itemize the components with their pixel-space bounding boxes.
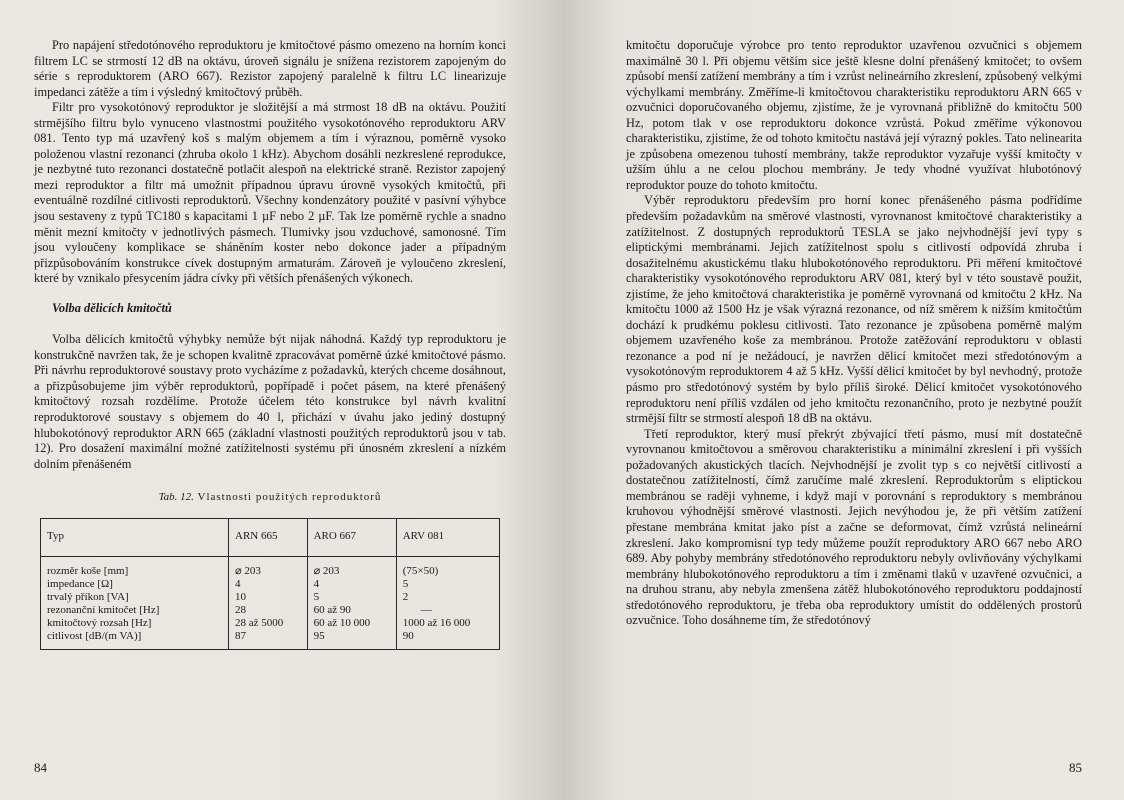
table-cell: 90 xyxy=(402,629,414,642)
column-arv-081 xyxy=(396,556,499,649)
table-cell: 4 xyxy=(313,577,320,590)
page-number: 84 xyxy=(34,760,47,775)
row-label: impedance [Ω] xyxy=(47,577,113,590)
speaker-properties-table xyxy=(40,518,500,650)
table-cell: (75×50) xyxy=(402,564,439,577)
table-cell: 60 až 10 000 xyxy=(313,616,371,629)
right-page-text xyxy=(626,38,1082,629)
paragraph: kmitočtu doporučuje výrobce pro tento reproduktor uzavřenou ozvučnici s objemem maximálně 30 l. Při objemu větším sice ještě klesne dolní přenášený kmitočet; to ovšem způsobí menší zatížení membrány a tím i vzrůst nelineárního zkreslení, způsobený velkými výchylkami membrány. Změříme-li kmitočtovou charakteristiku reproduktoru ARN 665 v ozvučnici doporučovaného objemu, zjistíme, že je vyrovnaná přibližně do kmitočtu 500 Hz, potom tlak v ose reproduktoru dokonce vzrůstá. Pokud změříme výkonovou charakteristiku, zjistíme, že od tohoto kmitočtu nastává její výrazný pokles. Tato nelinearita je způsobena omezenou tuhostí membrány, takže reproduktor vyzařuje vyšší kmitočty v užším úhlu a ne celou plochou membrány. Je tedy vhodné využívat hlubotónový reproduktor pouze do tohoto kmitočtu. xyxy=(626,38,1082,192)
table-header-cell: ARN 665 xyxy=(229,518,308,556)
paragraph: Třetí reproduktor, který musí překrýt zbývající třetí pásmo, musí mít dostatečně vyrovnanou kmitočtovou a směrovou charakteristiku a minimální zkreslení i při vyšších požadovaných akustických tlacích. Nejvhodnější je zvolit typ s co největší citlivostí a dostatečnou zatížitelností, čímž zaručíme malé zkreslení. Reproduktorům s eliptickou membránou se raději vyhneme, i když mají v porovnání s reproduktory s membránou kruhovou výhodnější směrové vlastnosti. Jejich nevýhodou je, že při větším zatížení přestane membrána kmitat jako píst a začne se deformovat, čímž vzrůstá nelineární zkreslení. Jako kompromisní typ tedy můžeme použít reproduktory ARO 667 nebo ARO 689. Aby pohyby membrány středotónového reproduktoru nebyly ovlivňovány výchylkami membrány hlubokotónového reproduktoru a tím i změnami tlaků v uzavřené ozvučnici, a na druhou stranu, aby nebyla zmenšena zátěž hlubokotónového reproduktoru poddajností středotónového reproduktoru, je třeba oba reproduktory umístit do oddělených prostorů ozvučnice. Toho dosáhneme tím, že středotónový xyxy=(626,426,1082,628)
table-cell: — xyxy=(420,603,432,616)
row-label: citlivost [dB/(m VA)] xyxy=(47,629,142,642)
table-cell: 28 xyxy=(235,603,246,616)
table-row xyxy=(41,556,500,649)
paragraph: Volba dělicích kmitočtů výhybky nemůže být nijak náhodná. Každý typ reproduktoru je konstrukčně navržen tak, že je schopen kvalitně zpracovávat poměrně úzké kmitočtové pásmo. Při návrhu reproduktorové soustavy proto vycházíme z požadavků, kterých chceme dosáhnout, a přizpůsobujeme jim výběr reproduktorů, popřípadě i počet pásem, na které přenášený kmitočtový rozsah rozdělíme. Protože účelem této konstrukce byl návrh kvalitní reproduktorové soustavy s objemem do 40 l, přichází v úvahu jako jediný dostupný hlubokotónový reproduktor ARN 665 (základní vlastnosti použitých reproduktorů jsou v tab. 12). Pro dosažení maximální možné zatížitelnosti systému při únosném zkreslení a nízkém dolním přenášeném xyxy=(34,332,506,471)
page-number: 85 xyxy=(1069,760,1082,775)
table-cell: 1000 až 16 000 xyxy=(402,616,471,629)
row-label: rezonanční kmitočet [Hz] xyxy=(47,603,160,616)
table-cell: 4 xyxy=(235,577,241,590)
paragraph: Pro napájení středotónového reproduktoru je kmitočtové pásmo omezeno na horním konci filtrem LC se strmostí 12 dB na oktávu, úroveň signálu je snížena rezistorem zapojeným do série s reproduktorem (ARO 667). Rezistor zapojený paralelně k filtru LC linearizuje impedanci zátěže a tím i výsledný kmitočtový průběh. xyxy=(34,38,506,99)
table-cell: ⌀ 203 xyxy=(313,564,340,577)
column-arn-665 xyxy=(229,556,308,649)
section-heading: Volba dělicích kmitočtů xyxy=(52,300,172,315)
row-labels-column xyxy=(41,556,229,649)
table-header-cell: ARV 081 xyxy=(396,518,499,556)
table-cell: 87 xyxy=(235,629,246,642)
right-page xyxy=(562,0,1124,800)
table-header-row xyxy=(41,518,500,556)
table-header-cell: ARO 667 xyxy=(307,518,396,556)
table-header-cell: Typ xyxy=(41,518,229,556)
column-aro-667 xyxy=(307,556,396,649)
table-caption-number: Tab. 12. xyxy=(158,491,194,504)
table-cell: 60 až 90 xyxy=(313,603,351,616)
table-cell: ⌀ 203 xyxy=(235,564,261,577)
paragraph: Filtr pro vysokotónový reproduktor je složitější a má strmost 18 dB na oktávu. Použití strmějšího filtru bylo vynuceno vlastnostmi použitého vysokotónového reproduktoru ARV 081. Tento typ má uzavřený koš s malým objemem a tím i výraznou, poměrně vysoko položenou vlastní rezonanci (zhruba okolo 1 kHz). Abychom dosáhli nezkreslené reprodukce, je nezbytné tuto rezonanci dostatečně potlačit alespoň na elektrické straně. Rezistor zapojený mezi reproduktor a filtr má umožnit případnou úpravu úrovně vysokých kmitočtů, při eventuálně rozdílné citlivosti reproduktorů. Všechny kondenzátory použité v pasívní výhybce jsou sestaveny z typů TC180 s kapacitami 1 µF nebo 2 µF. Tak lze poměrně rychle a snadno měnit mezní kmitočty v jednotlivých pásmech. Tlumivky jsou vzduchové, samonosné. Tím jsou vyloučeny komplikace se sháněním koster nebo dokonce jader a případným přizpůsobováním konstrukce cívek dostupným armaturám. Zároveň je vyloučeno zkreslení, které by vznikalo přesycením jádra cívky při větších přenášených výkonech. xyxy=(34,100,506,286)
row-label: kmitočtový rozsah [Hz] xyxy=(47,616,152,629)
table-caption-text: Vlastnosti použitých reproduktorů xyxy=(197,491,382,504)
table-caption xyxy=(34,490,506,506)
row-label: trvalý příkon [VA] xyxy=(47,590,129,603)
table-cell: 28 až 5000 xyxy=(235,616,284,629)
left-page-text xyxy=(34,38,506,650)
row-label: rozměr koše [mm] xyxy=(47,564,129,577)
table-cell: 2 xyxy=(402,590,409,603)
table-cell: 5 xyxy=(402,577,409,590)
table-cell: 10 xyxy=(235,590,246,603)
table-cell: 5 xyxy=(313,590,320,603)
paragraph: Výběr reproduktoru především pro horní konec přenášeného pásma podřídíme především požadavkům na směrové vlastnosti, vyrovnanost kmitočtové charakteristiky a zatížitelnost. Z dostupných reproduktorů TESLA se jako nejvhodnější jeví typy s eliptickými membránami. Jejich zatížitelnost spolu s citlivostí odpovídá zhruba i dosažitelnému akustickému tlaku hlubokotónového reproduktoru. Při měření kmitočtové charakteristiky vysokotónového reproduktoru ARV 081, který byl v této soustavě použit, zjistíme, že jeho kmitočtová charakteristika je poměrně vyrovnaná od kmitočtu 2 kHz. Na kmitočtu 1000 až 1500 Hz je však výrazná rezonance, od níž směrem k nižším kmitočtům dochází k prudkému poklesu citlivosti. Tato rezonance je způsobena poměrně malým objemem uzavřeného koše za membránou. Protože zatěžování reproduktoru v oblasti rezonance a pod ní je nežádoucí, je navržen dělicí kmitočet mezi středotónovým a vysokotónovým reproduktorem 4 až 5 kHz. Vyšší dělicí kmitočet by byl nevhodný, protože pásmo pro středotónový systém by bylo příliš široké. Dělicí kmitočet vysokotónového reproduktoru není příliš vzdálen od jeho kmitočtu rezonančního, proto je nezbytné použít strmější filtr se strmostí alespoň 18 dB na oktávu. xyxy=(626,193,1082,426)
table-cell: 95 xyxy=(313,629,325,642)
